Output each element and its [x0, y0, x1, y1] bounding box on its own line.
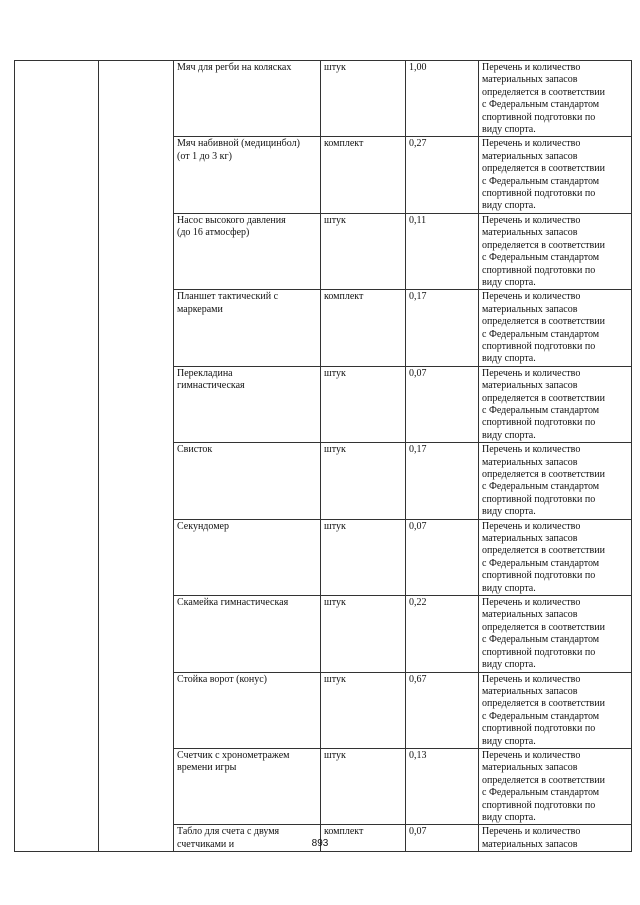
item-unit: штук: [321, 443, 406, 519]
item-quantity: 0,07: [406, 519, 479, 595]
item-unit: штук: [321, 596, 406, 672]
item-note: Перечень и количество материальных запасов определяется в соответствии с Федеральным стандартом спортивной подготовки по виду спорта.: [479, 213, 632, 289]
item-name: Скамейка гимнастическая: [174, 596, 321, 672]
item-unit: штук: [321, 366, 406, 442]
item-note: Перечень и количество материальных запасов определяется в соответствии с Федеральным стандартом спортивной подготовки по виду спорта.: [479, 748, 632, 824]
item-name: Планшет тактический с маркерами: [174, 290, 321, 366]
item-quantity: 0,17: [406, 443, 479, 519]
item-note: Перечень и количество материальных запасов определяется в соответствии с Федеральным стандартом спортивной подготовки по виду спорта.: [479, 443, 632, 519]
item-note: Перечень и количество материальных запасов определяется в соответствии с Федеральным стандартом спортивной подготовки по виду спорта.: [479, 61, 632, 137]
item-quantity: 0,07: [406, 366, 479, 442]
item-note: Перечень и количество материальных запасов определяется в соответствии с Федеральным стандартом спортивной подготовки по виду спорта.: [479, 137, 632, 213]
item-note: Перечень и количество материальных запасов определяется в соответствии с Федеральным стандартом спортивной подготовки по виду спорта.: [479, 672, 632, 748]
item-name: Свисток: [174, 443, 321, 519]
empty-cell-col2: [99, 61, 174, 852]
item-quantity: 0,22: [406, 596, 479, 672]
item-unit: штук: [321, 213, 406, 289]
empty-cell-col1: [15, 61, 99, 852]
item-name: Табло для счета с двумя счетчиками и: [174, 825, 321, 852]
item-unit: штук: [321, 672, 406, 748]
item-unit: комплект: [321, 137, 406, 213]
item-quantity: 0,07: [406, 825, 479, 852]
item-unit: штук: [321, 748, 406, 824]
item-name: Мяч для регби на колясках: [174, 61, 321, 137]
item-unit: штук: [321, 61, 406, 137]
equipment-table: [14, 60, 632, 852]
item-note: Перечень и количество материальных запасов определяется в соответствии с Федеральным стандартом спортивной подготовки по виду спорта.: [479, 290, 632, 366]
item-note: Перечень и количество материальных запасов определяется в соответствии с Федеральным стандартом спортивной подготовки по виду спорта.: [479, 596, 632, 672]
item-quantity: 0,13: [406, 748, 479, 824]
item-unit: штук: [321, 519, 406, 595]
item-quantity: 0,27: [406, 137, 479, 213]
item-name: Мяч набивной (медицинбол) (от 1 до 3 кг): [174, 137, 321, 213]
item-name: Секундомер: [174, 519, 321, 595]
item-name: Счетчик с хронометражем времени игры: [174, 748, 321, 824]
item-quantity: 1,00: [406, 61, 479, 137]
item-note: Перечень и количество материальных запасов определяется в соответствии с Федеральным стандартом спортивной подготовки по виду спорта.: [479, 366, 632, 442]
page-number: 893: [311, 838, 329, 849]
item-name: Перекладина гимнастическая: [174, 366, 321, 442]
item-unit: комплект: [321, 825, 406, 852]
item-name: Насос высокого давления (до 16 атмосфер): [174, 213, 321, 289]
item-note: Перечень и количество материальных запасов определяется в соответствии с Федеральным стандартом спортивной подготовки по виду спорта.: [479, 519, 632, 595]
item-unit: комплект: [321, 290, 406, 366]
item-name: Стойка ворот (конус): [174, 672, 321, 748]
table-row: [15, 61, 632, 137]
item-quantity: 0,11: [406, 213, 479, 289]
item-note: Перечень и количество материальных запасов: [479, 825, 632, 852]
item-quantity: 0,67: [406, 672, 479, 748]
item-quantity: 0,17: [406, 290, 479, 366]
